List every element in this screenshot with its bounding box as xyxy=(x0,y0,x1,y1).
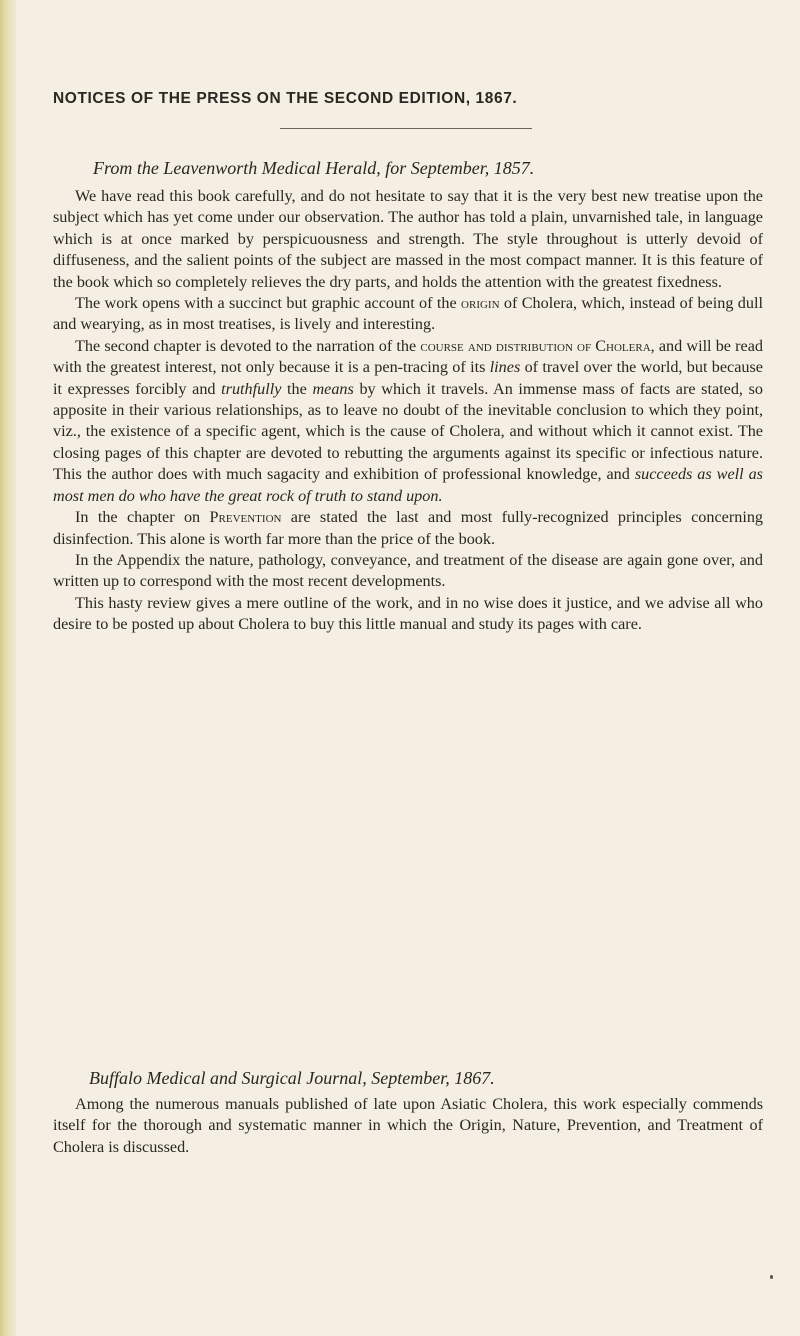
italic-run: truthfully xyxy=(221,379,282,398)
header-rule xyxy=(280,128,532,129)
paragraph xyxy=(53,1094,763,1158)
italic-run: succeeds as well as most men do who have the great rock of truth to stand upon. xyxy=(53,465,763,505)
text-run: We have read this book carefully, and do not hesitate to say that it is the very best new treatise upon the subject which has yet come under our observation. The author has told a plain, unvarnished tale, in language which is at once marked by perspicuousness and strength. The style throughout is utterly devoid of diffuseness, and the salient points of the subject are massed in the most compact manner. It is this feature of the book which so completely relieves the dry parts, and holds the attention with the greatest fixedness. xyxy=(53,187,763,291)
italic-run: means xyxy=(312,379,354,398)
text-run: In the Appendix the nature, pathology, conveyance, and treatment of the disease are again gone over, and written up to correspond with the most recent developments. xyxy=(53,550,763,591)
paragraph xyxy=(53,593,763,636)
paragraph xyxy=(53,336,763,507)
text-run: This hasty review gives a mere outline of the work, and in no wise does it justice, and we advise all who desire to be posted up about Cholera to buy this little manual and study its pages with care. xyxy=(53,593,763,634)
text-run: by which it travels. An immense mass of facts are stated, so apposite in their various relationships, as to leave no doubt of the inevitable conclusion to which they point, viz., the existence of a specific agent, which is the cause of Cholera, and without which it cannot exist. The closing pages of this chapter are devoted to rebutting the arguments against its specific or infectious nature. This the author does with much sagacity and exhibition of professional knowledge, and xyxy=(53,379,763,484)
small-caps-run: origin xyxy=(461,294,500,313)
ink-speck xyxy=(770,1275,773,1279)
text-run: are stated the last and most fully-recognized principles concerning disinfection. This alone is worth far more than the price of the book. xyxy=(53,508,764,548)
text-run: of travel over the world, but because it expresses forcibly and xyxy=(53,358,763,398)
paragraph xyxy=(53,550,763,593)
source-heading-buffalo: Buffalo Medical and Surgical Journal, September, 1867. xyxy=(89,1068,495,1088)
italic-run: lines xyxy=(489,358,521,377)
text-run: Among the numerous manuals published of late upon Asiatic Cholera, this work especially commends itself for the thorough and systematic manner in which the Origin, Nature, Prevention, and Treatment of Cholera is discussed. xyxy=(53,1095,763,1156)
review-leavenworth xyxy=(53,186,763,636)
paragraph xyxy=(53,186,763,293)
page-edge-shadow xyxy=(0,0,16,1336)
review-buffalo xyxy=(53,1094,763,1158)
source-heading-leavenworth: From the Leavenworth Medical Herald, for September, 1857. xyxy=(93,158,535,178)
paragraph xyxy=(53,507,763,550)
paragraph xyxy=(53,293,763,336)
text-run: the xyxy=(281,379,313,398)
text-run: , and will be read with the greatest interest, not only because it is a pen-tracing of its xyxy=(53,336,763,377)
text-run: The second chapter is devoted to the narration of the xyxy=(75,336,421,355)
running-head: NOTICES OF THE PRESS ON THE SECOND EDITION, 1867. xyxy=(53,90,518,107)
text-run: In the chapter on xyxy=(75,508,210,527)
small-caps-run: course and distribution of Cholera xyxy=(420,336,651,355)
small-caps-run: Prevention xyxy=(209,508,282,527)
text-run: The work opens with a succinct but graphic account of the xyxy=(75,294,462,313)
text-run: of Cholera, which, instead of being dull and wearying, as in most treatises, is lively and interesting. xyxy=(53,294,763,334)
